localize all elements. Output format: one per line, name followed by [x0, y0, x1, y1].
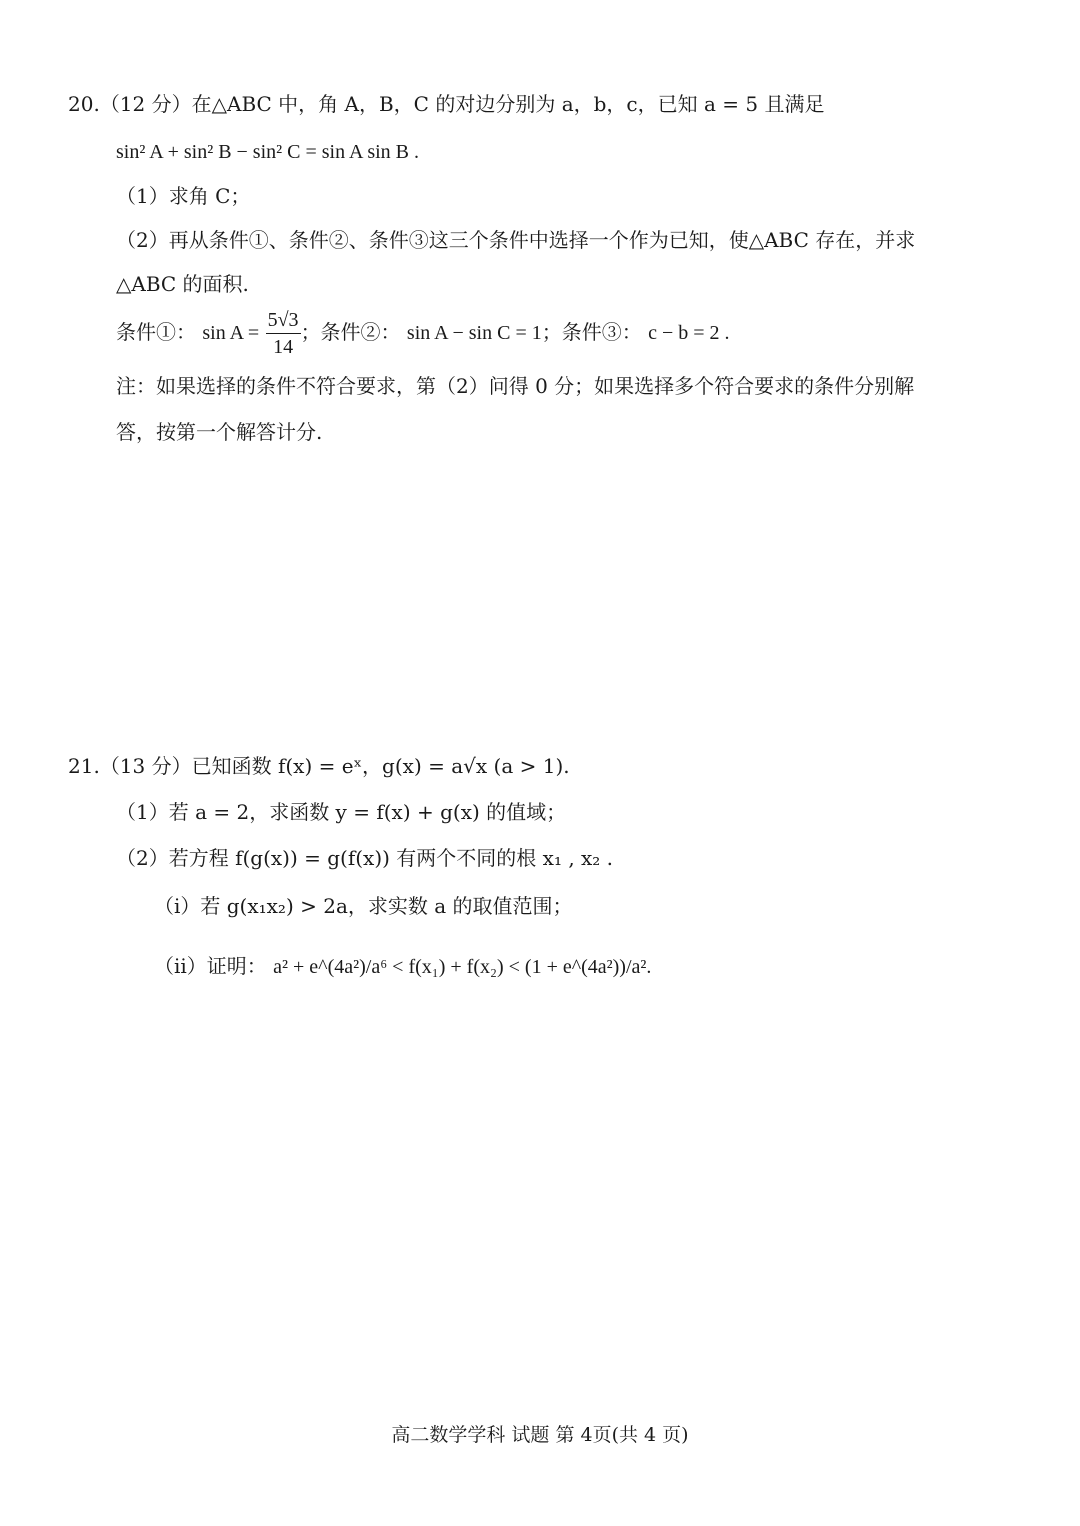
q21-number: 21. — [68, 754, 100, 778]
cond1-label: 条件①： — [116, 320, 196, 344]
q20-note-line1: 注：如果选择的条件不符合要求，第（2）问得 0 分；如果选择多个符合要求的条件分别解 — [116, 374, 915, 398]
q20-stem — [68, 90, 824, 118]
q21-part2-i: （i）若 g(x₁x₂) > 2a，求实数 a 的取值范围； — [154, 894, 573, 918]
q20-part2-line1: （2）再从条件①、条件②、条件③这三个条件中选择一个作为已知，使△ABC 存在，并求 — [116, 228, 916, 252]
cond3-expr: c − b = 2 . — [648, 322, 730, 344]
q21-stem — [68, 752, 570, 780]
q21-stem-text: 已知函数 f(x) = eˣ，g(x) = a√x (a > 1). — [191, 754, 570, 778]
cond1-denominator: 14 — [273, 336, 294, 358]
cond2-label: ；条件②： — [300, 320, 401, 344]
q20-equation: sin² A + sin² B − sin² C = sin A sin B . — [116, 141, 420, 163]
q20-note-line2: 答，按第一个解答计分. — [116, 420, 323, 444]
cond1-numerator: 5√3 — [266, 307, 301, 334]
q21-part1: （1）若 a = 2，求函数 y = f(x) + g(x) 的值域； — [116, 800, 567, 824]
q21-part2: （2）若方程 f(g(x)) = g(f(x)) 有两个不同的根 x₁ , x₂ . — [116, 846, 614, 870]
part2ii-expr: a² + e^(4a²)/a⁶ < f(x₁) + f(x₂) < (1 + e^(4a²))/a². — [273, 956, 652, 978]
q21-part2-ii — [154, 952, 651, 981]
part2ii-label: （ii）证明： — [154, 954, 267, 978]
cond1-lhs: sin A = — [202, 322, 260, 344]
page-footer: 高二数学学科 试题 第 4页(共 4 页) — [391, 1424, 689, 1446]
q21-points: （13 分） — [99, 754, 192, 778]
q20-part1: （1）求角 C； — [116, 184, 251, 208]
cond3-label: ；条件③： — [541, 320, 642, 344]
q20-part2-line2: △ABC 的面积. — [116, 272, 249, 296]
cond2-expr: sin A − sin C = 1 — [406, 322, 542, 344]
q20-points: （12 分） — [99, 92, 192, 116]
cond1-fraction — [266, 307, 301, 360]
q20-conditions — [116, 304, 730, 361]
q20-stem-text: 在△ABC 中，角 A，B，C 的对边分别为 a，b，c，已知 a = 5 且满足 — [191, 92, 825, 116]
q20-number: 20. — [68, 92, 100, 116]
